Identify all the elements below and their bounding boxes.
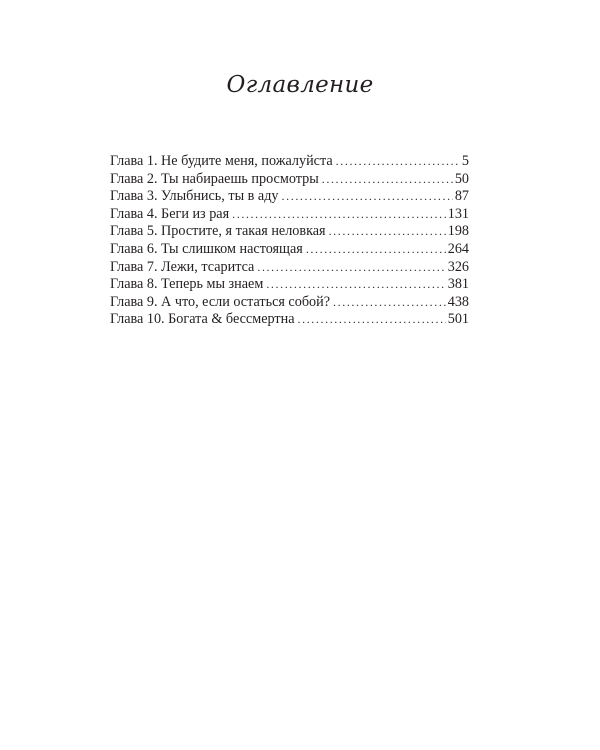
toc-entry xyxy=(110,311,469,329)
toc-entry xyxy=(110,294,469,312)
toc-entry-page: 501 xyxy=(447,311,469,328)
toc-entry xyxy=(110,259,469,277)
toc-entry xyxy=(110,223,469,241)
dot-leader xyxy=(266,276,445,294)
dot-leader xyxy=(322,171,453,189)
toc-entry-label: Глава 5. Простите, я такая неловкая xyxy=(110,223,326,240)
toc-entry-label: Глава 9. А что, если остаться собой? xyxy=(110,293,331,310)
dot-leader xyxy=(232,206,446,224)
toc-entry-page: 198 xyxy=(447,223,469,240)
toc-entry-label: Глава 1. Не будите меня, пожалуйста xyxy=(110,153,333,169)
dot-leader xyxy=(298,311,446,329)
toc-entry xyxy=(110,188,469,206)
toc-entry xyxy=(110,153,469,171)
toc-entry-label: Глава 10. Богата & бессмертна xyxy=(110,311,295,328)
toc-entry-page: 381 xyxy=(447,276,469,293)
table-of-contents xyxy=(110,153,469,329)
toc-entry-page: 264 xyxy=(447,240,469,257)
toc-entry-page: 87 xyxy=(454,188,469,205)
dot-leader xyxy=(333,294,446,312)
toc-entry-page: 50 xyxy=(454,170,469,187)
page-title: Оглавление xyxy=(226,72,374,98)
toc-entry-label: Глава 2. Ты набираешь просмотры xyxy=(110,170,319,187)
toc-entry xyxy=(110,171,469,189)
toc-entry-label: Глава 7. Лежи, тсаритса xyxy=(110,258,255,275)
toc-entry xyxy=(110,206,469,224)
toc-entry-label: Глава 3. Улыбнись, ты в аду xyxy=(110,188,279,205)
dot-leader xyxy=(257,259,445,277)
dot-leader xyxy=(329,223,446,241)
toc-entry-page: 131 xyxy=(447,205,469,222)
dot-leader xyxy=(282,188,453,206)
toc-entry-label: Глава 6. Ты слишком настоящая xyxy=(110,240,303,257)
dot-leader xyxy=(336,153,460,171)
toc-entry-page: 438 xyxy=(447,293,469,310)
dot-leader xyxy=(306,241,446,259)
toc-entry xyxy=(110,241,469,259)
toc-entry-page: 326 xyxy=(447,258,469,275)
toc-entry-label: Глава 8. Теперь мы знаем xyxy=(110,276,264,293)
toc-entry-page: 5 xyxy=(461,153,469,169)
toc-entry xyxy=(110,276,469,294)
toc-entry-label: Глава 4. Беги из рая xyxy=(110,205,230,222)
